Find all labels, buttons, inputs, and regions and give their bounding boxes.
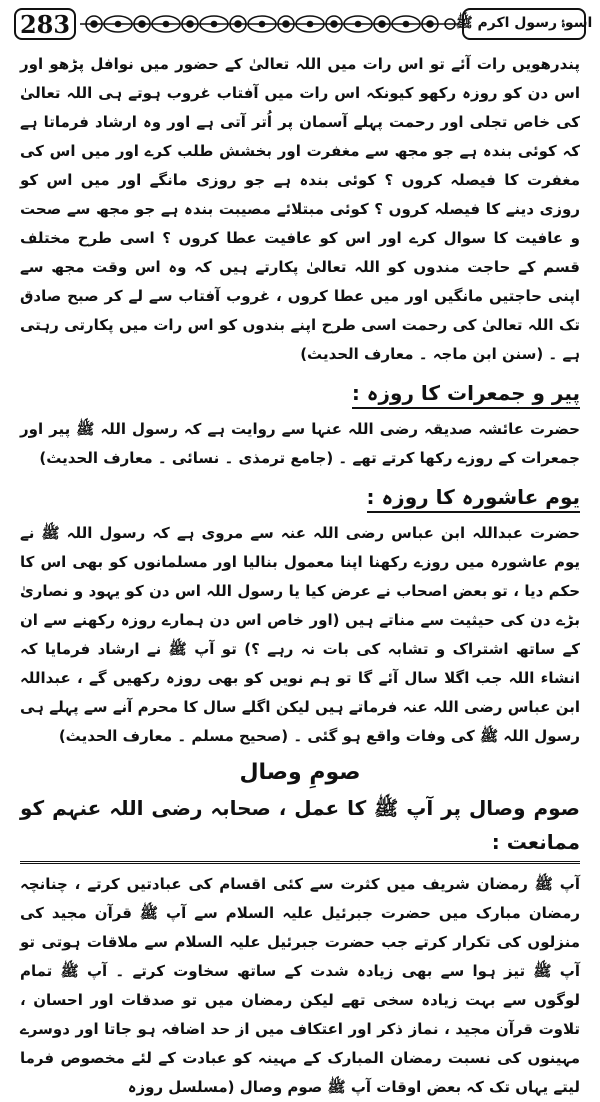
ornamental-border xyxy=(80,12,458,36)
paragraph-shab-e-barat: پندرھویں رات آئے تو اس رات میں اللہ تعالیٰ کے حضور میں نوافل پڑھو اور اس دن کو روزہ رکھو کیونکہ اس رات میں آفتاب غروب ہوتے ہی اللہ تعالیٰ کی خاص تجلی اور رحمت پہلے آسمان پر اُتر آتی ہے اور وہ ارشاد فرماتا ہے کہ کوئی بندہ ہے جو مجھ سے مغفرت اور بخشش طلب کرے اور میں اس کی مغفرت کا فیصلہ کروں ؟ کوئی بندہ ہے جو روزی مانگے اور میں اس کو روزی دینے کا فیصلہ کروں ؟ کوئی مبتلائے مصیبت بندہ ہے جو مجھ سے صحت و عافیت کا سوال کرے اور اس کو عافیت عطا کروں ؟ اسی طرح مختلف قسم کے حاجت مندوں کو اللہ تعالیٰ پکارتے ہیں کہ وہ اس وقت مجھ سے اپنی حاجتیں مانگیں اور میں عطا کروں ، غروب آفتاب سے لے کر صبح صادق تک اللہ تعالیٰ کی رحمت اسی طرح اپنے بندوں کو اس رات میں پکارتی رہتی ہے ۔ (سنن ابن ماجہ ۔ معارف الحدیث) xyxy=(20,55,580,363)
paragraph-monday-thursday: حضرت عائشہ صدیقہ رضی اللہ عنہا سے روایت ہے کہ رسول اللہ ﷺ پیر اور جمعرات کے روزے رکھا کرتے تھے ۔ (جامع ترمذی ۔ نسائی ۔ معارف الحدیث) xyxy=(20,420,580,467)
section-heading-ashura-fast xyxy=(20,479,580,515)
heading-text: پیر و جمعرات کا روزہ : xyxy=(352,381,580,409)
paragraph-ramadan-worship: آپ ﷺ رمضان شریف میں کثرت سے کئی اقسام کی عبادتیں کرتے ، چنانچہ رمضان مبارک میں حضرت جبرئیل علیہ السلام سے آپ ﷺ قرآن مجید کی منزلوں کی تکرار کرتے جب حضرت جبرئیل علیہ السلام سے ملاقات ہوتی تو آپ ﷺ تیز ہوا سے بھی زیادہ شدت کے ساتھ سخاوت کرتے ۔ آپ ﷺ تمام لوگوں سے بہت زیادہ سخی تھے لیکن رمضان میں تو صدقات اور احسان ، تلاوت قرآن مجید ، نماز ذکر اور اعتکاف میں از حد اضافہ ہو جاتا اور دوسرے مہینوں کی نسبت رمضان المبارک کے مہینہ کو عبادت کے لئے مخصوص فرما لیتے یہاں تک کہ بعض اوقات آپ ﷺ صوم وصال (مسلسل روزہ xyxy=(20,875,580,1096)
page-body xyxy=(20,50,580,1102)
section-heading-monday-thursday-fast xyxy=(20,375,580,411)
section-subheading-wisal-practice: صوم وصال پر آپ ﷺ کا عمل ، صحابہ رضی اللہ عنہم کو ممانعت : xyxy=(20,791,580,864)
heading-text: یوم عاشورہ کا روزہ : xyxy=(367,485,581,513)
section-title-saum-e-wisal: صومِ وصال xyxy=(239,760,361,785)
page-number: 283 xyxy=(14,8,76,40)
page-header xyxy=(14,6,593,42)
paragraph-ashura: حضرت عبداللہ ابن عباس رضی اللہ عنہ سے مروی ہے کہ رسول اللہ ﷺ نے یوم عاشورہ میں روزے رکھنا اپنا معمول بنالیا اور مسلمانوں کو بھی اس کا حکم دیا ، تو بعض اصحاب نے عرض کیا یا رسول اللہ اس دن کو یہود و نصاریٰ بڑے دن کی حیثیت سے مناتے ہیں (اور خاص اس دن ہمارے روزہ رکھنے سے ان کے ساتھ اشتراک و تشابہ کی بات نہ رہے ؟) تو آپ ﷺ نے ارشاد فرمایا کہ انشاء اللہ جب اگلا سال آئے گا تو ہم نویں کو بھی روزہ رکھیں گے ، عبداللہ ابن عباس رضی اللہ عنہ فرماتے ہیں لیکن اگلے سال کا محرم آنے سے پہلے ہی رسول اللہ ﷺ کی وفات واقع ہو گئی ۔ (صحیح مسلم ۔ معارف الحدیث) xyxy=(20,524,580,745)
book-title: اسوۂ رسول اکرم ﷺ xyxy=(462,8,586,40)
